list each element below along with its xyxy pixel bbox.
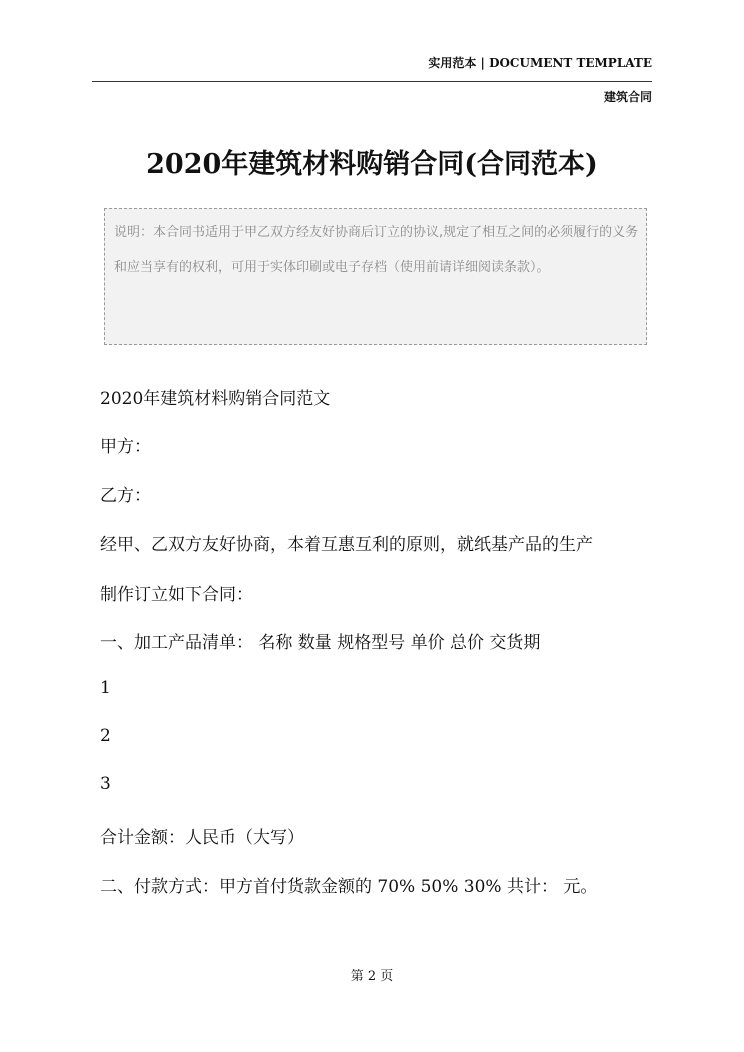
product-row-2: 2 (100, 726, 111, 746)
preamble-line-1: 经甲、乙双方友好协商，本着互惠互利的原则，就纸基产品的生产 (100, 535, 593, 555)
product-row-3: 3 (100, 774, 111, 794)
preamble-line-2: 制作订立如下合同： (100, 585, 253, 605)
usage-note-text: 说明：本合同书适用于甲乙双方经友好协商后订立的协议,规定了相互之间的必须履行的义务和应当享有的权利，可用于实体印刷或电子存档（使用前请详细阅读条款）。 (114, 225, 639, 275)
party-b-line: 乙方： (100, 486, 151, 506)
product-list-heading: 一、加工产品清单： 名称 数量 规格型号 单价 总价 交货期 (100, 633, 541, 653)
document-title: 2020年建筑材料购销合同(合同范本) (146, 149, 598, 180)
product-row-1: 1 (100, 678, 111, 698)
header-document-label: 实用范本 | DOCUMENT TEMPLATE (428, 56, 652, 70)
header-category-label: 建筑合同 (603, 90, 652, 104)
page-number: 第 2 页 (350, 969, 394, 984)
usage-note-box (104, 208, 647, 345)
contract-subtitle: 2020年建筑材料购销合同范文 (100, 389, 331, 409)
header-divider (92, 81, 652, 82)
party-a-line: 甲方： (100, 437, 151, 457)
total-amount-line: 合计金额：人民币（大写） (100, 828, 304, 848)
payment-terms-line: 二、付款方式：甲方首付货款金额的 70% 50% 30% 共计： 元。 (100, 877, 598, 897)
